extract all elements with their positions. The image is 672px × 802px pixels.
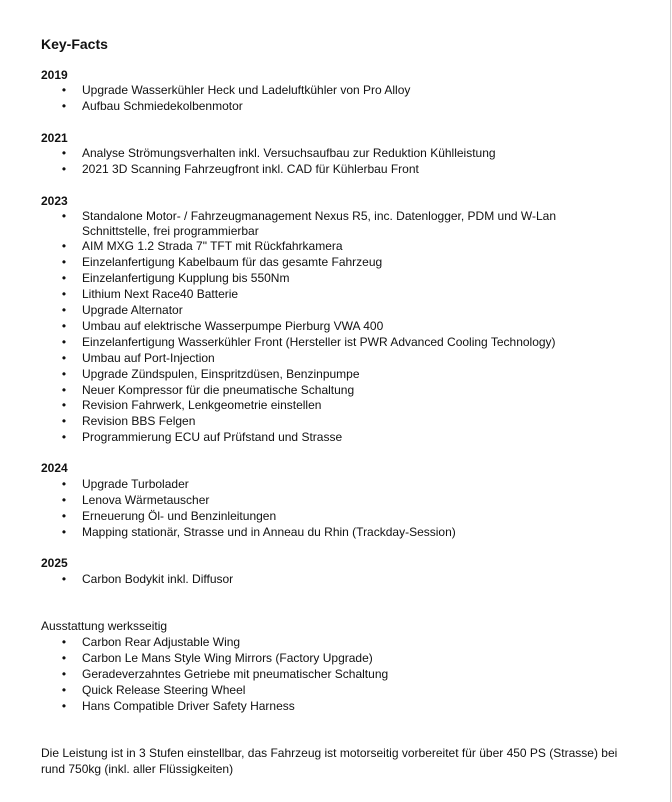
list-item-text: Upgrade Turbolader bbox=[82, 477, 189, 491]
bullet-icon: • bbox=[61, 508, 67, 523]
list-item-text: Analyse Strömungsverhalten inkl. Versuchsaufbau zur Reduktion Kühlleistung bbox=[82, 146, 496, 160]
list-item bbox=[60, 683, 602, 699]
equipment-list bbox=[60, 635, 602, 715]
bullet-icon: • bbox=[61, 650, 67, 665]
list-2024 bbox=[60, 477, 602, 541]
list-item-text: Revision BBS Felgen bbox=[82, 414, 196, 429]
list-item-text: Upgrade Alternator bbox=[82, 303, 183, 318]
list-item bbox=[60, 209, 602, 239]
list-item-text: Programmierung ECU auf Prüfstand und Strasse bbox=[82, 430, 343, 445]
bullet-icon: • bbox=[61, 161, 67, 176]
list-item bbox=[60, 367, 602, 383]
list-item-text: Hans Compatible Driver Safety Harness bbox=[82, 698, 295, 713]
year-heading-2024: 2024 bbox=[41, 461, 68, 475]
list-item-text: Einzelanfertigung Wasserkühler Front (Hersteller ist PWR Advanced Cooling Technology) bbox=[82, 334, 556, 349]
list-item bbox=[60, 303, 602, 319]
bullet-icon: • bbox=[61, 350, 67, 365]
bullet-icon: • bbox=[61, 477, 67, 491]
list-item-text: Carbon Rear Adjustable Wing bbox=[82, 635, 241, 649]
performance-paragraph: Die Leistung ist in 3 Stufen einstellbar, das Fahrzeug ist motorseitig vorbereitet für über 450 PS (Strasse) bei rund 750kg (inkl. aller Flüssigkeiten) bbox=[41, 746, 618, 776]
list-item bbox=[60, 83, 602, 99]
bullet-icon: • bbox=[61, 83, 67, 97]
list-item bbox=[60, 319, 602, 335]
bullet-icon: • bbox=[61, 98, 67, 113]
list-item-text: AIM MXG 1.2 Strada 7" TFT mit Rückfahrkamera bbox=[82, 239, 343, 254]
year-heading-2021: 2021 bbox=[41, 131, 68, 145]
bullet-icon: • bbox=[61, 524, 67, 539]
list-item-text: Umbau auf elektrische Wasserpumpe Pierburg VWA 400 bbox=[82, 318, 384, 333]
list-item bbox=[60, 635, 602, 651]
list-item bbox=[60, 383, 602, 399]
list-item bbox=[60, 509, 602, 525]
list-item bbox=[60, 335, 602, 351]
bullet-icon: • bbox=[61, 146, 67, 160]
list-item bbox=[60, 271, 602, 287]
bullet-icon: • bbox=[61, 303, 67, 318]
list-item-text: Geradeverzahntes Getriebe mit pneumatischer Schaltung bbox=[82, 666, 389, 681]
list-item bbox=[60, 287, 602, 303]
list-item bbox=[60, 99, 602, 115]
list-item bbox=[60, 239, 602, 255]
list-item-text: Carbon Bodykit inkl. Diffusor bbox=[82, 572, 234, 586]
list-item-text: Revision Fahrwerk, Lenkgeometrie einstellen bbox=[82, 398, 322, 413]
bullet-icon: • bbox=[61, 209, 67, 223]
list-item bbox=[60, 699, 602, 715]
bullet-icon: • bbox=[61, 398, 67, 413]
list-item-text: Einzelanfertigung Kabelbaum für das gesamte Fahrzeug bbox=[82, 255, 383, 270]
list-item-text: Upgrade Wasserkühler Heck und Ladeluftkühler von Pro Alloy bbox=[82, 83, 411, 97]
list-item bbox=[60, 493, 602, 509]
bullet-icon: • bbox=[61, 635, 67, 649]
bullet-icon: • bbox=[61, 698, 67, 713]
bullet-icon: • bbox=[61, 666, 67, 681]
list-item-text: Quick Release Steering Wheel bbox=[82, 682, 246, 697]
bullet-icon: • bbox=[61, 334, 67, 349]
equipment-heading: Ausstattung werksseitig bbox=[41, 619, 168, 633]
list-item bbox=[60, 414, 602, 430]
bullet-icon: • bbox=[61, 572, 67, 586]
bullet-icon: • bbox=[61, 239, 67, 254]
list-item bbox=[60, 162, 602, 178]
list-item bbox=[60, 651, 602, 667]
year-heading-2025: 2025 bbox=[41, 556, 68, 570]
list-item bbox=[60, 255, 602, 271]
bullet-icon: • bbox=[61, 492, 67, 507]
list-item bbox=[60, 146, 602, 162]
list-item-text: 2021 3D Scanning Fahrzeugfront inkl. CAD für Kühlerbau Front bbox=[82, 161, 419, 176]
page-title: Key-Facts bbox=[41, 36, 108, 52]
list-item bbox=[60, 477, 602, 493]
list-item-text: Umbau auf Port-Injection bbox=[82, 350, 215, 365]
list-item-text: Upgrade Zündspulen, Einspritzdüsen, Benzinpumpe bbox=[82, 366, 360, 381]
bullet-icon: • bbox=[61, 255, 67, 270]
bullet-icon: • bbox=[61, 682, 67, 697]
list-item-text: Lithium Next Race40 Batterie bbox=[82, 287, 239, 302]
list-item bbox=[60, 351, 602, 367]
list-item-text: Aufbau Schmiedekolbenmotor bbox=[82, 98, 243, 113]
bullet-icon: • bbox=[61, 318, 67, 333]
list-item bbox=[60, 430, 602, 446]
list-item-text: Erneuerung Öl- und Benzinleitungen bbox=[82, 508, 277, 523]
list-2019 bbox=[60, 83, 602, 115]
year-heading-2019: 2019 bbox=[41, 68, 68, 82]
bullet-icon: • bbox=[61, 382, 67, 397]
list-item-text: Neuer Kompressor für die pneumatische Schaltung bbox=[82, 382, 355, 397]
list-item-text: Carbon Le Mans Style Wing Mirrors (Factory Upgrade) bbox=[82, 650, 373, 665]
list-item-text: Standalone Motor- / Fahrzeugmanagement Nexus R5, inc. Datenlogger, PDM und W-Lan Schnittstelle, frei programmierbar bbox=[82, 209, 557, 239]
list-item-text: Mapping stationär, Strasse und in Anneau du Rhin (Trackday-Session) bbox=[82, 524, 456, 539]
bullet-icon: • bbox=[61, 366, 67, 381]
list-item bbox=[60, 398, 602, 414]
list-2025 bbox=[60, 572, 602, 588]
year-heading-2023: 2023 bbox=[41, 194, 68, 208]
bullet-icon: • bbox=[61, 430, 67, 445]
list-2021 bbox=[60, 146, 602, 178]
list-item-text: Lenova Wärmetauscher bbox=[82, 492, 210, 507]
bullet-icon: • bbox=[61, 287, 67, 302]
list-2023 bbox=[60, 209, 602, 446]
bullet-icon: • bbox=[61, 271, 67, 286]
list-item bbox=[60, 667, 602, 683]
list-item bbox=[60, 572, 602, 588]
bullet-icon: • bbox=[61, 414, 67, 429]
list-item bbox=[60, 525, 602, 541]
list-item-text: Einzelanfertigung Kupplung bis 550Nm bbox=[82, 271, 290, 286]
